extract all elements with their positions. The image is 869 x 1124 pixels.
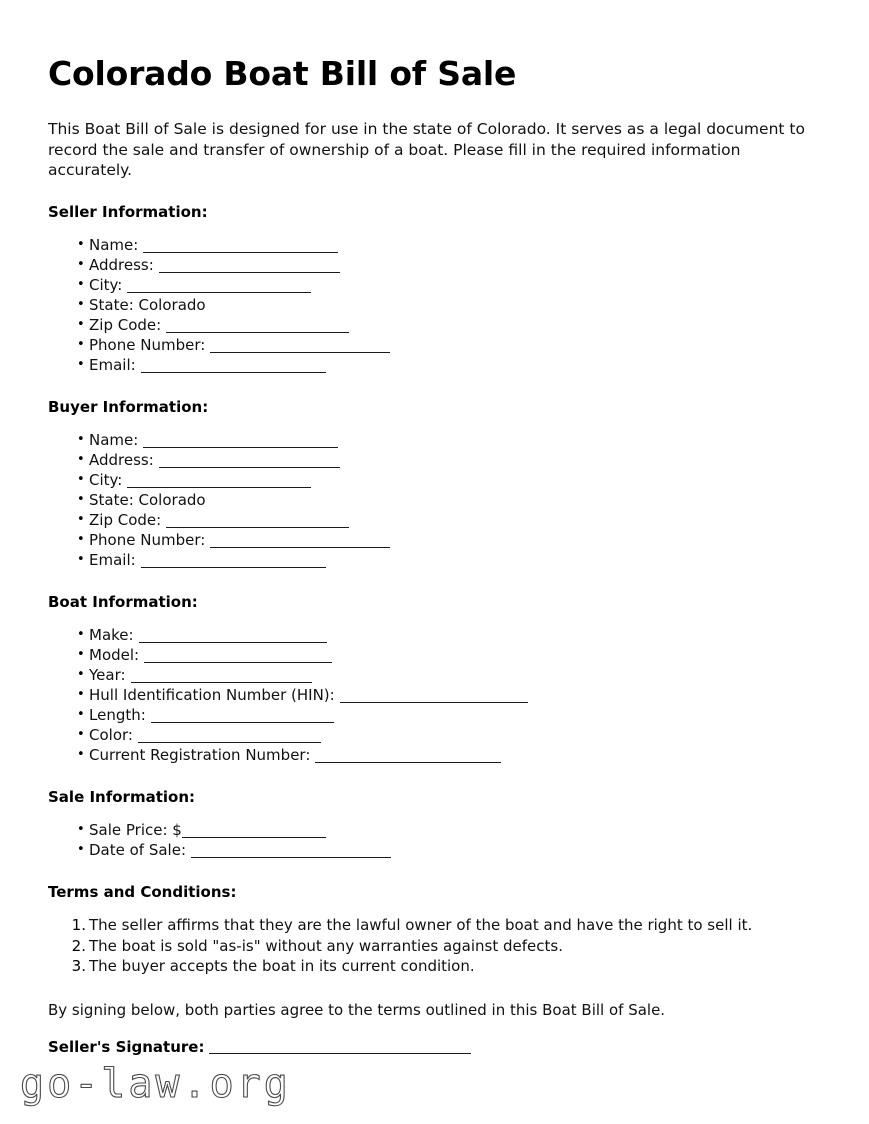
field-blank[interactable] — [127, 280, 311, 293]
field-label: Address: — [89, 451, 154, 470]
field-blank[interactable] — [143, 240, 338, 253]
field-label: Address: — [89, 256, 154, 275]
field-label: Name: — [89, 431, 139, 450]
form-field-row — [48, 355, 828, 375]
field-label: Email: — [89, 356, 136, 375]
seller-signature-blank[interactable] — [209, 1041, 471, 1054]
field-label: Length: — [89, 706, 146, 725]
form-field-row — [48, 255, 828, 275]
form-field-row — [48, 510, 828, 530]
form-field-row — [48, 820, 828, 840]
form-field-row — [48, 685, 828, 705]
form-field-row — [48, 625, 828, 645]
closing-paragraph: By signing below, both parties agree to the terms outlined in this Boat Bill of Sale. — [48, 1000, 666, 1019]
form-field-row — [48, 275, 828, 295]
watermark: go-law.org — [20, 1061, 291, 1107]
field-blank[interactable] — [151, 710, 334, 723]
form-field-row — [48, 530, 828, 550]
field-label: City: — [89, 276, 123, 295]
field-blank[interactable] — [210, 535, 390, 548]
field-blank[interactable] — [127, 475, 311, 488]
field-label: Email: — [89, 551, 136, 570]
field-blank[interactable] — [166, 515, 349, 528]
field-label: Phone Number: — [89, 336, 206, 355]
buyer-information-heading: Buyer Information: — [48, 398, 209, 417]
field-blank[interactable] — [143, 435, 338, 448]
field-blank[interactable] — [340, 690, 528, 703]
field-blank[interactable] — [144, 650, 332, 663]
field-label: State: — [89, 491, 134, 510]
form-field-row — [48, 725, 828, 745]
terms-list-item: The boat is sold "as-is" without any warranties against defects. — [89, 936, 563, 955]
field-blank[interactable] — [141, 360, 326, 373]
field-blank[interactable] — [159, 455, 340, 468]
seller-information-section — [48, 203, 828, 375]
form-field-row — [48, 645, 828, 665]
form-field-row — [48, 450, 828, 470]
seller-signature-label: Seller's Signature: — [48, 1038, 205, 1057]
seller-information-heading: Seller Information: — [48, 203, 208, 222]
terms-and-conditions-heading: Terms and Conditions: — [48, 883, 237, 902]
field-value: Colorado — [133, 491, 206, 510]
field-label: Name: — [89, 236, 139, 255]
field-label: Phone Number: — [89, 531, 206, 550]
buyer-fields-list — [48, 430, 828, 570]
sale-information-heading: Sale Information: — [48, 788, 195, 807]
form-field-row — [48, 665, 828, 685]
terms-list-item: The seller affirms that they are the lawful owner of the boat and have the right to sell it. — [89, 916, 753, 935]
field-blank[interactable] — [191, 845, 391, 858]
seller-fields-list — [48, 235, 828, 375]
field-label: State: — [89, 296, 134, 315]
boat-information-section — [48, 593, 828, 765]
field-blank[interactable] — [166, 320, 349, 333]
buyer-information-section — [48, 398, 828, 570]
document-content — [48, 55, 828, 1056]
sale-information-section — [48, 788, 828, 860]
field-blank[interactable] — [159, 260, 340, 273]
terms-and-conditions-section — [48, 883, 828, 977]
field-blank[interactable] — [131, 670, 312, 683]
field-label: Model: — [89, 646, 140, 665]
form-field-row — [48, 745, 828, 765]
field-label: Color: — [89, 726, 133, 745]
form-field-row — [48, 840, 828, 860]
sale-fields-list — [48, 820, 828, 860]
field-label: City: — [89, 471, 123, 490]
form-field-row — [48, 490, 828, 510]
field-blank[interactable] — [182, 825, 326, 838]
field-label: Zip Code: — [89, 511, 162, 530]
form-field-row — [48, 335, 828, 355]
field-label: Zip Code: — [89, 316, 162, 335]
field-label: Date of Sale: — [89, 841, 187, 860]
field-label: Current Registration Number: — [89, 746, 311, 765]
field-blank[interactable] — [210, 340, 390, 353]
form-field-row — [48, 705, 828, 725]
boat-information-heading: Boat Information: — [48, 593, 198, 612]
field-blank[interactable] — [141, 555, 326, 568]
form-field-row — [48, 295, 828, 315]
seller-signature-row — [48, 1038, 828, 1056]
form-field-row — [48, 470, 828, 490]
field-label: Hull Identification Number (HIN): — [89, 686, 335, 705]
terms-list-item: The buyer accepts the boat in its current condition. — [89, 957, 475, 976]
form-field-row — [48, 430, 828, 450]
field-value: Colorado — [133, 296, 206, 315]
field-label: Year: — [89, 666, 126, 685]
page-title: Colorado Boat Bill of Sale — [48, 54, 517, 93]
field-blank[interactable] — [315, 750, 501, 763]
terms-list — [48, 915, 828, 977]
form-field-row — [48, 550, 828, 570]
intro-paragraph: This Boat Bill of Sale is designed for use in the state of Colorado. It serves as a legal document to record the sale and transfer of ownership of a boat. Please fill in the required information accurately. — [48, 119, 805, 180]
form-field-row — [48, 235, 828, 255]
boat-fields-list — [48, 625, 828, 765]
field-blank[interactable] — [139, 630, 327, 643]
form-field-row — [48, 315, 828, 335]
field-label: Sale Price: $ — [89, 821, 182, 840]
field-label: Make: — [89, 626, 134, 645]
field-blank[interactable] — [138, 730, 321, 743]
